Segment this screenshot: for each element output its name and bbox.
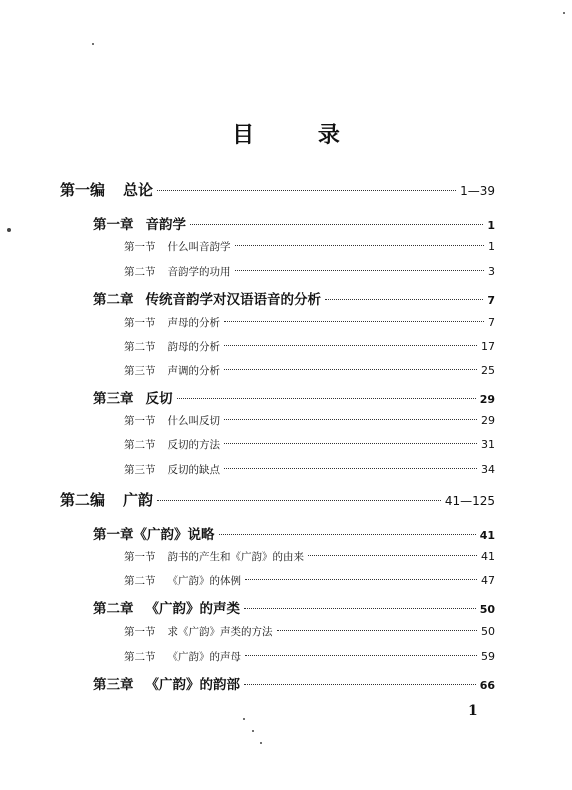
toc-entry-section	[124, 573, 495, 588]
entry-number: 第三章	[93, 677, 134, 693]
toc-entry-section	[124, 339, 495, 354]
entry-title: 《广韵》的体例	[167, 575, 241, 587]
entry-number: 第二节	[124, 651, 156, 663]
entry-label	[93, 523, 215, 543]
dot-leader	[245, 655, 477, 656]
entry-label	[93, 387, 173, 407]
dot-leader	[177, 398, 476, 399]
dot-leader	[219, 534, 476, 535]
dot-leader	[235, 270, 485, 271]
entry-page: 17	[481, 340, 495, 353]
entry-title: 什么叫反切	[167, 415, 220, 427]
entry-label	[124, 549, 304, 564]
entry-title: 《广韵》的韵部	[145, 677, 240, 693]
entry-label	[124, 339, 220, 354]
scan-speck	[252, 730, 254, 732]
toc-entry-chapter	[93, 673, 495, 693]
toc-entry-section	[124, 649, 495, 664]
entry-number: 第二章	[93, 601, 134, 617]
entry-label	[124, 624, 273, 639]
entry-title: 什么叫音韵学	[167, 241, 231, 253]
entry-page: 50	[479, 603, 495, 616]
dot-leader	[244, 684, 476, 685]
entry-label	[124, 363, 220, 378]
scan-speck	[260, 742, 262, 744]
entry-label	[124, 649, 241, 664]
toc-entry-section	[124, 264, 495, 279]
entry-title: 求《广韵》声类的方法	[167, 626, 273, 638]
entry-number: 第二章	[93, 292, 134, 308]
entry-page: 41	[481, 550, 495, 563]
entry-label	[93, 288, 321, 308]
entry-title: 《广韵》的声母	[167, 651, 241, 663]
toc-entry-chapter	[93, 597, 495, 617]
entry-title: 韵母的分析	[167, 341, 220, 353]
entry-title: 广韵	[123, 491, 154, 509]
entry-number: 第二节	[124, 575, 156, 587]
dot-leader	[235, 245, 485, 246]
scan-speck	[7, 228, 11, 232]
toc-entry-section	[124, 239, 495, 254]
entry-label	[124, 462, 220, 477]
toc-entry-part-2	[60, 489, 495, 510]
entry-title: 《广韵》的声类	[145, 601, 240, 617]
entry-label	[124, 573, 241, 588]
entry-number: 第二节	[124, 439, 156, 451]
dot-leader	[224, 443, 477, 444]
entry-number: 第二节	[124, 341, 156, 353]
entry-label	[60, 489, 153, 510]
page-number: 1	[468, 703, 478, 719]
entry-label	[124, 437, 220, 452]
dot-leader	[224, 419, 477, 420]
entry-label	[93, 213, 186, 233]
entry-title: 《广韵》说略	[133, 527, 215, 543]
entry-title: 声调的分析	[167, 365, 220, 377]
dot-leader	[190, 224, 483, 225]
entry-page: 29	[479, 393, 495, 406]
dot-leader	[157, 190, 456, 191]
entry-number: 第三节	[124, 464, 156, 476]
dot-leader	[224, 321, 484, 322]
entry-label	[60, 179, 153, 200]
entry-title: 反切的缺点	[167, 464, 220, 476]
scan-speck	[243, 718, 245, 720]
entry-page: 41—125	[444, 494, 495, 508]
entry-label	[93, 597, 240, 617]
entry-number: 第二节	[124, 266, 156, 278]
dot-leader	[244, 608, 476, 609]
toc-entry-section	[124, 462, 495, 477]
entry-page: 41	[479, 529, 495, 542]
entry-number: 第一节	[124, 317, 156, 329]
entry-label	[124, 315, 220, 330]
toc-entry-section	[124, 437, 495, 452]
entry-page: 34	[481, 463, 495, 476]
entry-page: 1	[488, 240, 495, 253]
entry-page: 50	[481, 625, 495, 638]
entry-page: 31	[481, 438, 495, 451]
entry-page: 25	[481, 364, 495, 377]
dot-leader	[224, 468, 477, 469]
entry-title: 音韵学	[145, 217, 186, 233]
toc-entry-section	[124, 413, 495, 428]
entry-page: 29	[481, 414, 495, 427]
entry-page: 1	[487, 219, 495, 232]
entry-label	[93, 673, 240, 693]
entry-number: 第三节	[124, 365, 156, 377]
dot-leader	[224, 369, 477, 370]
entry-label	[124, 239, 231, 254]
entry-title: 声母的分析	[167, 317, 220, 329]
entry-number: 第一节	[124, 415, 156, 427]
toc-entry-chapter	[93, 213, 495, 233]
toc-entry-section	[124, 624, 495, 639]
dot-leader	[277, 630, 478, 631]
entry-title: 音韵学的功用	[167, 266, 231, 278]
toc-entry-chapter	[93, 288, 495, 308]
toc-entry-section	[124, 549, 495, 564]
dot-leader	[245, 579, 477, 580]
entry-page: 47	[481, 574, 495, 587]
entry-number: 第二编	[60, 491, 106, 509]
entry-number: 第一编	[60, 181, 106, 199]
entry-label	[124, 413, 220, 428]
entry-number: 第一节	[124, 626, 156, 638]
entry-label	[124, 264, 231, 279]
entry-title: 总论	[123, 181, 154, 199]
scan-speck	[92, 43, 94, 45]
toc-entry-section	[124, 315, 495, 330]
entry-number: 第一章	[93, 527, 134, 543]
entry-title: 韵书的产生和《广韵》的由来	[167, 551, 304, 563]
scan-speck	[563, 12, 565, 14]
toc-entry-section	[124, 363, 495, 378]
toc-entry-part-1	[60, 179, 495, 200]
toc-entry-chapter	[93, 523, 495, 543]
entry-page: 66	[479, 679, 495, 692]
entry-number: 第一章	[93, 217, 134, 233]
dot-leader	[308, 555, 477, 556]
entry-title: 传统音韵学对汉语语音的分析	[145, 292, 321, 308]
toc-entry-chapter	[93, 387, 495, 407]
entry-number: 第三章	[93, 391, 134, 407]
dot-leader	[224, 345, 477, 346]
dot-leader	[157, 500, 441, 501]
entry-number: 第一节	[124, 551, 156, 563]
entry-page: 3	[488, 265, 495, 278]
entry-number: 第一节	[124, 241, 156, 253]
entry-title: 反切	[145, 391, 173, 407]
entry-page: 7	[487, 294, 495, 307]
page-title: 目 录	[232, 123, 368, 148]
entry-page: 7	[488, 316, 495, 329]
dot-leader	[325, 299, 483, 300]
entry-page: 1—39	[460, 184, 495, 198]
entry-title: 反切的方法	[167, 439, 220, 451]
entry-page: 59	[481, 650, 495, 663]
